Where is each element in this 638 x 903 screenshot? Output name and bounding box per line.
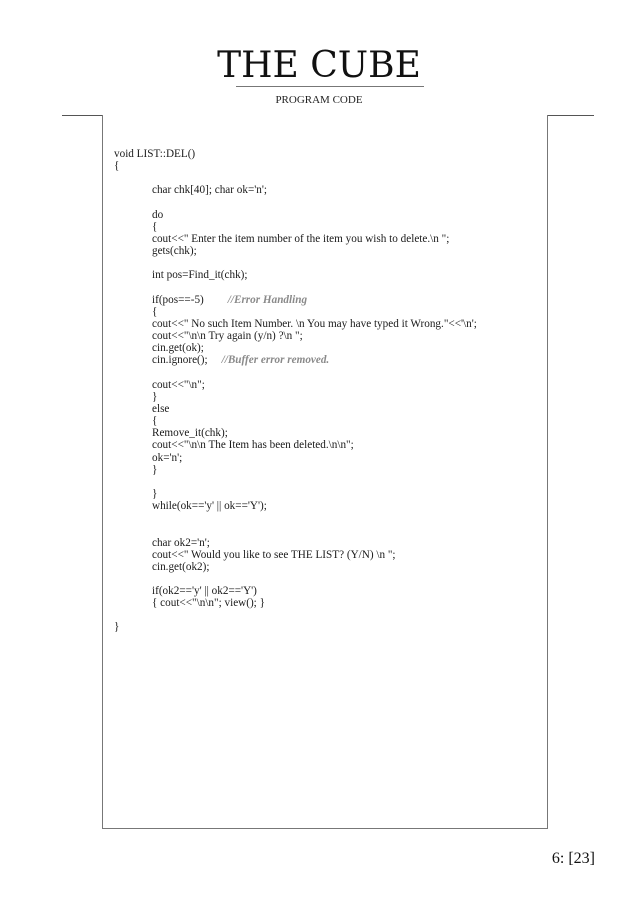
- code-line: cout<<"\n\n The Item has been deleted.\n\n";: [152, 439, 354, 452]
- code-line: {: [152, 220, 158, 233]
- page-number: 6: [23]: [551, 850, 595, 867]
- code-line: {: [152, 415, 158, 428]
- blank-line: [114, 573, 544, 585]
- code-block: [114, 148, 544, 634]
- code-comment: //Buffer error removed.: [221, 354, 330, 367]
- code-line: ok='n';: [152, 451, 183, 464]
- code-line: char ok2='n';: [152, 536, 210, 549]
- code-line: }: [152, 487, 158, 500]
- code-line: {: [152, 305, 158, 318]
- code-line: else: [152, 402, 170, 415]
- code-line: int pos=Find_it(chk);: [152, 269, 248, 282]
- code-line: gets(chk);: [152, 245, 197, 258]
- blank-line: [114, 524, 544, 536]
- code-line: [114, 294, 544, 306]
- blank-line: [114, 257, 544, 269]
- title-underline: [236, 86, 424, 87]
- blank-line: [114, 609, 544, 621]
- code-line: }: [152, 463, 158, 476]
- code-text: if(pos==-5): [152, 293, 204, 306]
- code-line: char chk[40]; char ok='n';: [152, 184, 268, 197]
- blank-line: [114, 512, 544, 524]
- code-line: cout<<"\n\n Try again (y/n) ?\n ";: [152, 330, 303, 343]
- blank-line: [114, 172, 544, 184]
- code-line: }: [114, 621, 120, 634]
- code-line: do: [152, 208, 164, 221]
- blank-line: [114, 476, 544, 488]
- document-title: THE CUBE: [217, 45, 421, 86]
- header-rule-right: [548, 115, 594, 116]
- code-comment: //Error Handling: [227, 293, 308, 306]
- code-line: {: [114, 160, 120, 173]
- code-line: while(ok=='y' || ok=='Y');: [152, 500, 267, 513]
- code-line: cout<<" Would you like to see THE LIST? (Y/N) \n ";: [152, 548, 396, 561]
- blank-line: [114, 282, 544, 294]
- code-line: cout<<"\n";: [152, 378, 205, 391]
- blank-line: [114, 197, 544, 209]
- code-line: cin.get(ok2);: [152, 560, 210, 573]
- code-line: cout<<" Enter the item number of the item you wish to delete.\n ";: [152, 232, 450, 245]
- header-rule-left: [62, 115, 102, 116]
- code-line: cout<<" No such Item Number. \n You may have typed it Wrong."<<'\n';: [152, 317, 477, 330]
- code-line: }: [152, 390, 158, 403]
- code-line: void LIST::DEL(): [114, 148, 196, 160]
- blank-line: [114, 367, 544, 379]
- code-line: cin.get(ok);: [152, 342, 204, 355]
- code-line: Remove_it(chk);: [152, 427, 228, 440]
- code-text: cin.ignore();: [152, 354, 208, 367]
- code-line: if(ok2=='y' || ok2=='Y'): [152, 585, 257, 598]
- code-line: [114, 354, 544, 366]
- document-subtitle: PROGRAM CODE: [275, 94, 363, 106]
- code-line: { cout<<"\n\n"; view(); }: [152, 597, 265, 610]
